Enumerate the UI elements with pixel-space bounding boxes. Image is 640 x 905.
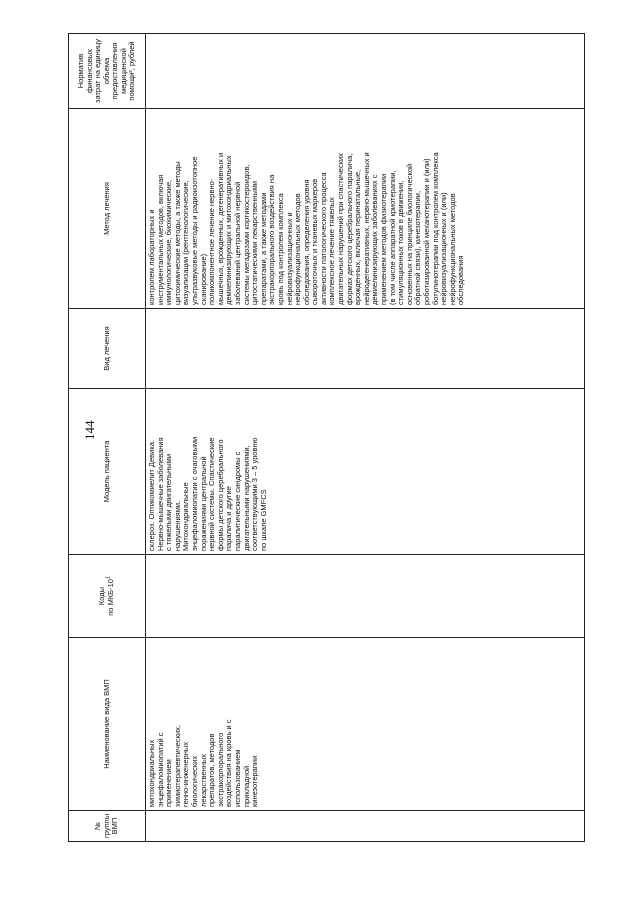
header-treatment-method: Метод лечения [69,109,146,309]
header-vmp-name: Наименование вида ВМП [69,638,146,811]
cell-treatment-method: контролем лабораторных и инструментальных методов, включая иммунологические, биохимические, цитохимические методы, а также методы визуализации (рентгенологические, ультразвуковые методы и радиоизотопное сканирование) поликомпонентное лечение нервно- мышечных, врожденных, дегенеративных и демиелинизирующих и митохондриальных заболеваний центральной нервной системы мегадозами кортикостероидов, цитостатическими лекарственными препаратами, а также методами экстракорпорального воздействия на кровь под контролем комплекса нейровизуализационных и нейрофункциональных методов обследования, определения уровня сывороточных и тканевых маркеров активности патологического процесса комплексное лечение тяжелых двигательных нарушений при спастических формах детского церебрального паралича, врожденных, включая перинатальные, нейродегенеративных, нервно-мышечных и демиелинизирующих заболеваниях с применением методов физиотерапии (в том числе аппаратной криотерапии, стимуляционных токов в движении, основенных на принципе биологической обратной связи), кинезотерапии, роботизированной механотерапии и (или) ботулинотерапии под контролем комплекса нейровизуализационных и (или) нейрофункциональных методов обследования [146,109,585,309]
header-group-no: № группы ВМП [69,811,146,842]
header-codes: Коды по МКБ-$10^1$ [69,555,146,638]
header-treatment-type: Вид лечения [69,309,146,389]
cell-patient-model: склероз. Оптикомиелит Девика. Нервно-мышечные заболевания с тяжелыми двигательными нарушениями. Митохондриальные энцефаломиопатии с очаговыми поражениями центральной нервной системы. Спастические формы детского церебрального паралича и другие паралитические синдромы с двигательными нарушениями, соответствующими 3 – 5 уровню по шкале GMFCS [146,389,585,555]
cell-codes [146,555,585,638]
page-number: 144 [82,420,97,440]
table-row [146,34,585,842]
landscape-table-sheet [68,34,585,842]
cell-treatment-type [146,309,585,389]
cell-group-no [146,811,585,842]
cell-norm [146,34,585,109]
codes-footnote-mark: 1 [105,576,112,580]
vmp-table [68,33,585,842]
table-header-row [69,34,146,842]
cell-vmp-name: митохондриальных энцефаломиопатий с применением химиотерапевтических, генно-инженерных биологических лекарственных препаратов, методов экстракорпорального воздействия на кровь и с использованием прикладной кинезотерапии [146,638,585,811]
header-norm: Норматив финансовых затрат на единицу объема предоставления медицинской помощи², рублей [69,34,146,109]
header-patient-model: Модель пациента [69,389,146,555]
